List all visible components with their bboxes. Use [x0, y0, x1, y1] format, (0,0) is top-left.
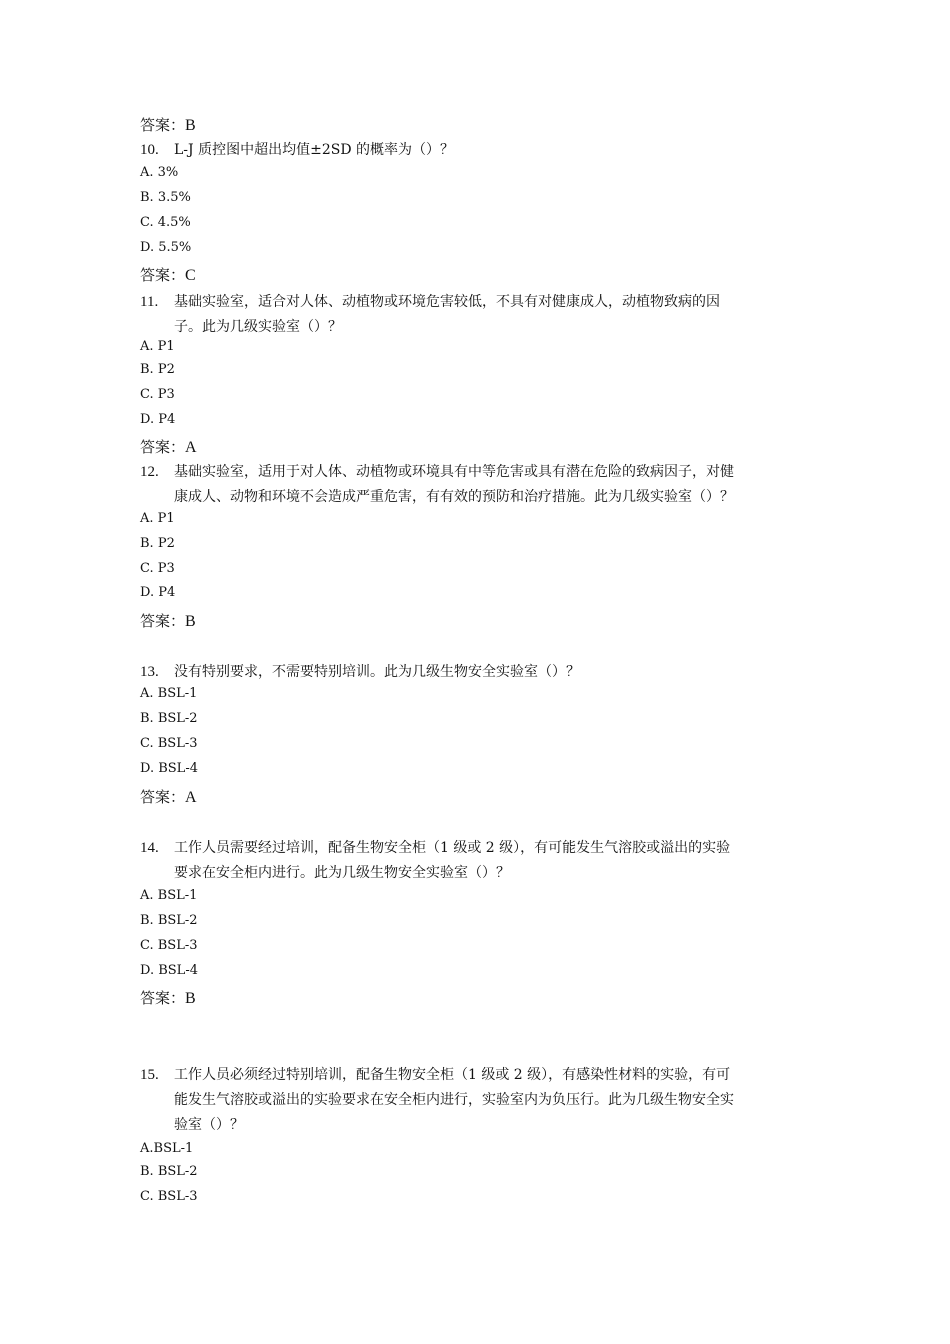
question-number: 12.	[140, 464, 159, 480]
answer-line	[140, 264, 196, 285]
answer-option: D. P4	[140, 585, 176, 600]
answer-label: 答案：	[140, 266, 186, 284]
question-line	[140, 461, 734, 481]
answer-option: A. 3%	[140, 165, 179, 180]
answer-line	[140, 987, 196, 1008]
question-line	[140, 837, 730, 857]
answer-option: C. 4.5%	[140, 215, 191, 230]
answer-label: 答案：	[140, 989, 186, 1007]
answer-option: B. 3.5%	[140, 190, 191, 205]
answer-value: C	[185, 267, 196, 284]
answer-option: A. P1	[140, 339, 175, 354]
question-number: 13.	[140, 664, 159, 680]
answer-option: D. BSL-4	[140, 963, 198, 978]
answer-label: 答案：	[140, 438, 186, 456]
question-line	[140, 1064, 730, 1084]
answer-option: B. P2	[140, 536, 175, 551]
question-number: 11.	[140, 294, 159, 310]
question-text-continued: 验室（）？	[174, 1117, 244, 1133]
answer-value: B	[185, 990, 196, 1007]
answer-line	[140, 610, 196, 631]
answer-line	[140, 436, 197, 457]
question-text: 基础实验室，适用于对人体、动植物或环境具有中等危害或具有潜在危险的致病因子，对健	[174, 464, 734, 480]
answer-option: A. P1	[140, 511, 175, 526]
question-text-continued: 子。此为几级实验室（）？	[174, 319, 342, 335]
question-text-continued: 康成人、动物和环境不会造成严重危害，有有效的预防和治疗措施。此为几级实验室（）？	[174, 489, 734, 505]
question-line	[140, 661, 580, 681]
answer-option: C. P3	[140, 387, 175, 402]
question-number: 15.	[140, 1067, 159, 1083]
answer-label: 答案：	[140, 788, 186, 806]
answer-option: D. 5.5%	[140, 240, 192, 255]
question-number: 10.	[140, 142, 159, 158]
question-text: 没有特别要求，不需要特别培训。此为几级生物安全实验室（）？	[174, 664, 580, 680]
answer-label: 答案：	[140, 612, 186, 630]
answer-option: A.BSL-1	[140, 1141, 194, 1156]
question-text: L-J 质控图中超出均值±2SD 的概率为（）？	[174, 142, 454, 158]
question-text-continued: 要求在安全柜内进行。此为几级生物安全实验室（）？	[174, 865, 510, 881]
answer-value: A	[185, 439, 197, 456]
question-line	[140, 139, 454, 159]
answer-option: C. BSL-3	[140, 938, 198, 953]
answer-value: A	[185, 789, 197, 806]
answer-option: B. BSL-2	[140, 913, 198, 928]
answer-option: C. BSL-3	[140, 1189, 198, 1204]
answer-option: B. P2	[140, 362, 175, 377]
answer-value: B	[185, 613, 196, 630]
question-line	[140, 291, 720, 311]
answer-line	[140, 114, 196, 135]
answer-option: D. P4	[140, 412, 176, 427]
answer-option: C. BSL-3	[140, 736, 198, 751]
answer-value: B	[185, 117, 196, 134]
question-text: 工作人员需要经过培训，配备生物安全柜（1 级或 2 级），有可能发生气溶胶或溢出的实验	[174, 840, 731, 856]
answer-line	[140, 786, 197, 807]
answer-label: 答案：	[140, 116, 186, 134]
answer-option: B. BSL-2	[140, 1164, 198, 1179]
answer-option: A. BSL-1	[140, 888, 198, 903]
question-text: 基础实验室，适合对人体、动植物或环境危害较低，不具有对健康成人，动植物致病的因	[174, 294, 720, 310]
answer-option: A. BSL-1	[140, 686, 198, 701]
question-text-continued: 能发生气溶胶或溢出的实验要求在安全柜内进行，实验室内为负压行。此为几级生物安全实	[174, 1092, 734, 1108]
answer-option: C. P3	[140, 561, 175, 576]
answer-option: B. BSL-2	[140, 711, 198, 726]
answer-option: D. BSL-4	[140, 761, 198, 776]
question-number: 14.	[140, 840, 159, 856]
question-text: 工作人员必须经过特别培训，配备生物安全柜（1 级或 2 级），有感染性材料的实验，有可	[174, 1067, 731, 1083]
